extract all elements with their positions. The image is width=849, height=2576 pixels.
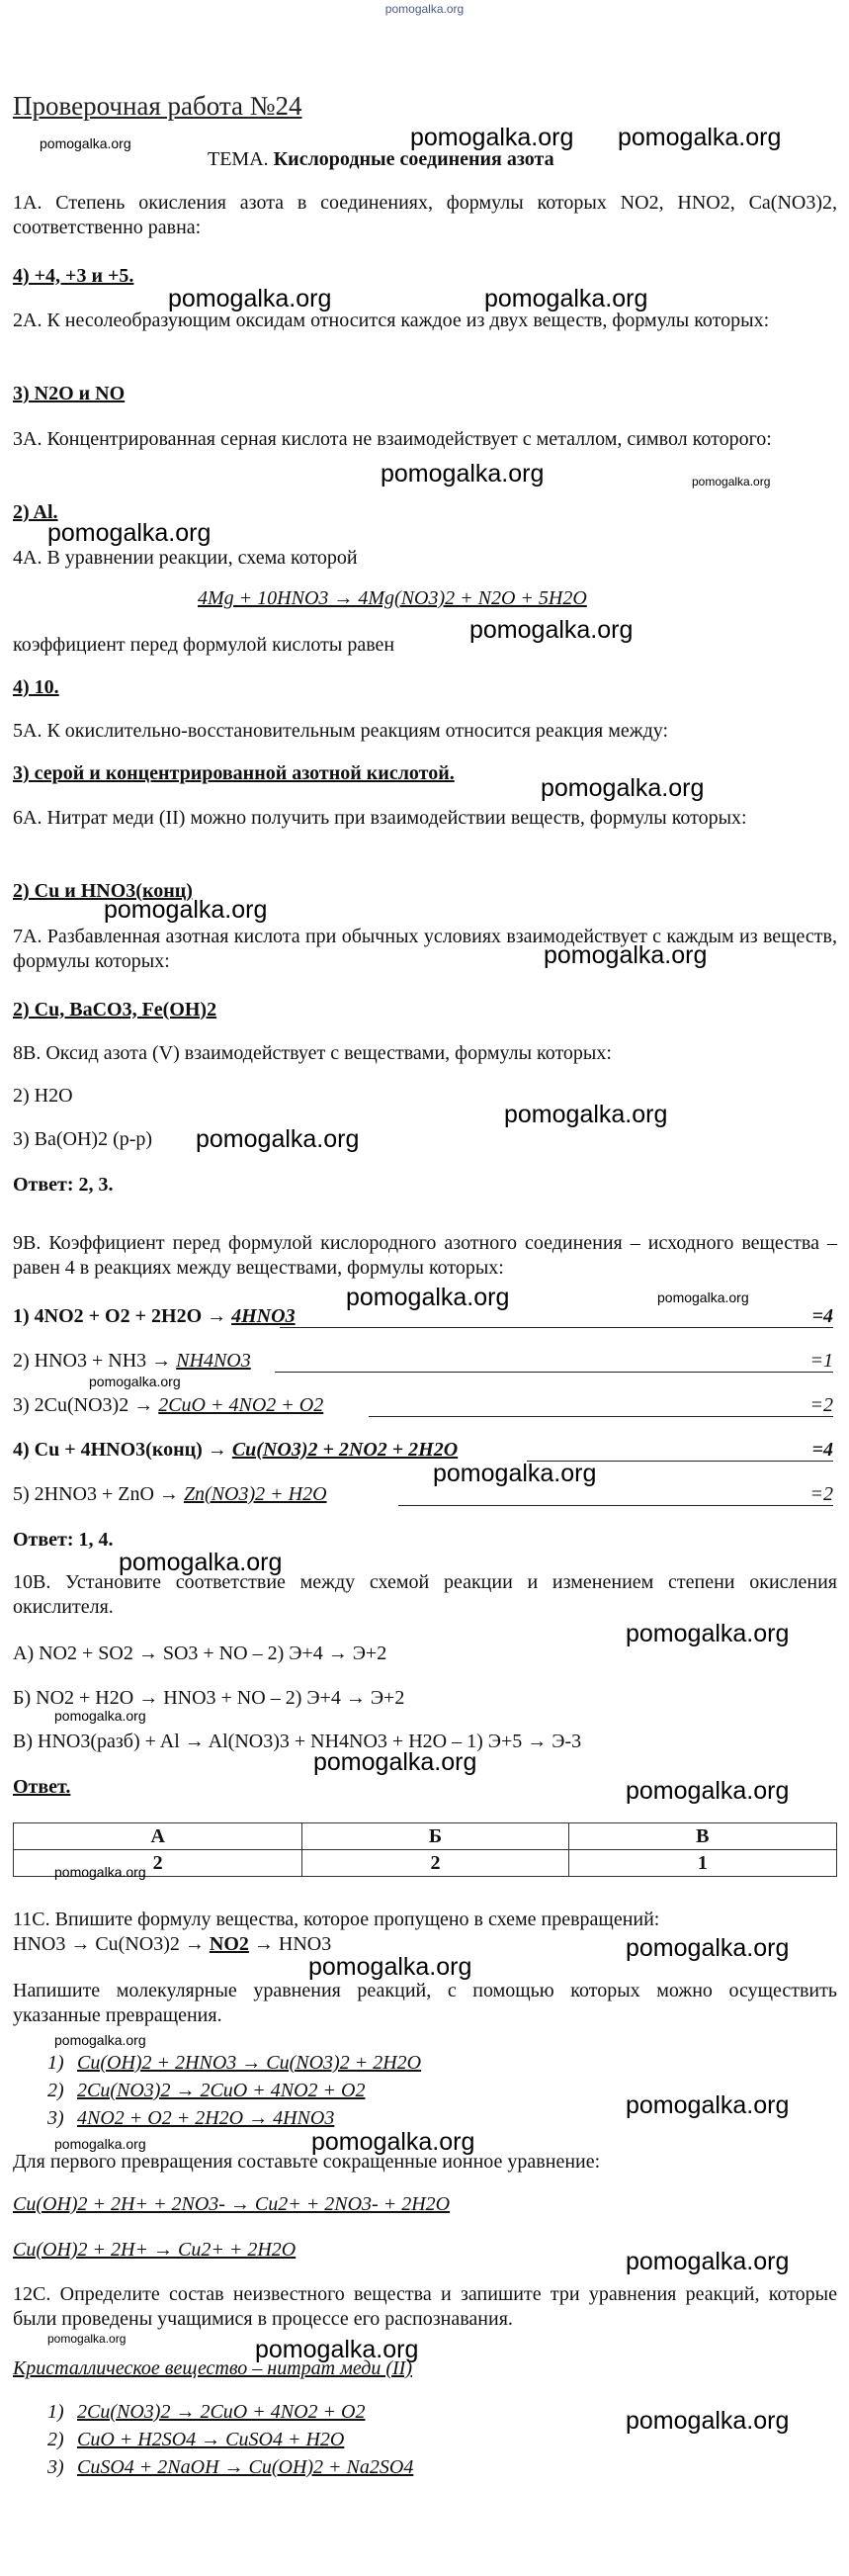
watermark: pomogalka.org — [54, 1864, 146, 1880]
q7-text: 7А. Разбавленная азотная кислота при обычных условиях взаимодействует с каждым из веществ, формулы которых: — [13, 926, 837, 972]
watermark: pomogalka.org — [119, 1549, 283, 1576]
q2-answer: 3) N2O и NO — [13, 383, 126, 404]
q8-option-2: 2) H2O — [13, 1085, 73, 1107]
watermark: pomogalka.org — [308, 1953, 472, 1981]
watermark: pomogalka.org — [541, 774, 705, 802]
q12-text: 12С. Определите состав неизвестного вещества и запишите три уравнения реакций, которые были проведены учащимися в процессе его распознавания. — [13, 2283, 837, 2330]
watermark: pomogalka.org — [313, 1748, 477, 1776]
q11-text: 11С. Впишите формулу вещества, которое пропущено в схеме превращений: — [13, 1909, 660, 1930]
watermark: pomogalka.org — [626, 2407, 790, 2435]
q5-answer: 3) серой и концентрированной азотной кислотой. — [13, 762, 455, 784]
q4-text: 4А. В уравнении реакции, схема которой — [13, 547, 358, 569]
q8-answer: Ответ: 2, 3. — [13, 1174, 114, 1196]
watermark: pomogalka.org — [54, 2136, 146, 2152]
watermark: pomogalka.org — [544, 941, 708, 969]
watermark: pomogalka.org — [410, 124, 574, 151]
q6-answer: 2) Cu и HNO3(конц) — [13, 880, 193, 902]
watermark: pomogalka.org — [504, 1101, 668, 1128]
q1-text: 1А. Степень окисления азота в соединениях, формулы которых NO2, HNO2, Ca(NO3)2, соответственно равна: — [13, 192, 837, 238]
q9-row-2: 2) HNO3 + NH3 → NH4NO3 =1 — [13, 1350, 833, 1372]
q12-substance: Кристаллическое вещество – нитрат меди (II) — [13, 2357, 413, 2379]
watermark: pomogalka.org — [40, 135, 131, 151]
q10-row-a: А) NO2 + SO2 → SO3 + NO – 2) Э+4 → Э+2 — [13, 1643, 387, 1664]
q3-text: 3А. Концентрированная серная кислота не взаимодействует с металлом, символ которого: — [13, 428, 772, 450]
watermark: pomogalka.org — [657, 1289, 749, 1305]
q10-text: 10В. Установите соответствие между схемой реакции и изменением степени окисления окислителя. — [13, 1571, 837, 1618]
q6-text: 6А. Нитрат меди (II) можно получить при взаимодействии веществ, формулы которых: — [13, 807, 747, 829]
q7-answer: 2) Cu, BaCO3, Fe(OH)2 — [13, 999, 217, 1021]
watermark: pomogalka.org — [311, 2128, 475, 2156]
q10-row-c: В) HNO3(разб) + Al → Al(NO3)3 + NH4NO3 + H2O – 1) Э+5 → Э-3 — [13, 1731, 582, 1752]
q12-eq-2: 2) CuO + H2SO4 → CuSO4 + H2O — [47, 2429, 345, 2450]
watermark: pomogalka.org — [626, 2091, 790, 2119]
q9-answer: Ответ: 1, 4. — [13, 1529, 114, 1551]
watermark: pomogalka.org — [47, 519, 212, 547]
q3-answer: 2) Al. — [13, 501, 58, 523]
watermark: pomogalka.org — [381, 460, 545, 488]
q9-row-4: 4) Cu + 4HNO3(конц) → Cu(NO3)2 + 2NO2 + 2H2O =4 — [13, 1439, 833, 1461]
q11-eq-2: 2) 2Cu(NO3)2 → 2CuO + 4NO2 + O2 — [47, 2080, 366, 2101]
watermark: pomogalka.org — [255, 2336, 419, 2363]
q11-text3: Для первого превращения составьте сокращенные ионное уравнение: — [13, 2151, 601, 2173]
q4-answer: 4) 10. — [13, 676, 59, 698]
q8-option-3: 3) Ba(OH)2 (р-р) — [13, 1128, 153, 1150]
q5-text: 5А. К окислительно-восстановительным реакциям относится реакция между: — [13, 720, 669, 742]
q2-text: 2А. К несолеобразующим оксидам относится каждое из двух веществ, формулы которых: — [13, 310, 770, 331]
q9-row-3: 3) 2Cu(NO3)2 → 2CuO + 4NO2 + O2 =2 — [13, 1394, 833, 1416]
table-val-a: 2 — [14, 1850, 302, 1877]
q11-ion-2: Cu(OH)2 + 2H+ → Cu2+ + 2H2O — [13, 2239, 297, 2261]
watermark: pomogalka.org — [692, 475, 771, 489]
q11-text2: Напишите молекулярные уравнения реакций, с помощью которых можно осуществить указанные превращения. — [13, 1980, 837, 2026]
table-val-b: 2 — [302, 1850, 568, 1877]
watermark: pomogalka.org — [54, 1708, 146, 1724]
watermark: pomogalka.org — [469, 616, 634, 644]
page-title: Проверочная работа №24 — [13, 91, 302, 121]
watermark: pomogalka.org — [168, 285, 332, 312]
watermark: pomogalka.org — [47, 2332, 127, 2346]
watermark: pomogalka.org — [618, 124, 782, 151]
table-val-v: 1 — [568, 1850, 836, 1877]
q9-row-1: 1) 4NO2 + O2 + 2H2O → 4HNO3 =4 — [13, 1305, 833, 1327]
q12-eq-3: 3) CuSO4 + 2NaOH → Cu(OH)2 + Na2SO4 — [47, 2456, 414, 2478]
watermark: pomogalka.org — [54, 2032, 146, 2048]
table-head-a: А — [14, 1823, 302, 1850]
watermark: pomogalka.org — [626, 1934, 790, 1962]
watermark: pomogalka.org — [104, 896, 268, 924]
q9-text: 9В. Коэффициент перед формулой кислородного азотного соединения – исходного вещества – равен 4 в реакциях между веществами, формулы которых: — [13, 1232, 837, 1279]
watermark: pomogalka.org — [626, 1777, 790, 1805]
q11-ion-1: Cu(OH)2 + 2H+ + 2NO3- → Cu2+ + 2NO3- + 2H2O — [13, 2193, 451, 2215]
watermark: pomogalka.org — [346, 1284, 510, 1311]
q11-eq-1: 1) Cu(OH)2 + 2HNO3 → Cu(NO3)2 + 2H2O — [47, 2052, 422, 2074]
table-head-b: Б — [302, 1823, 568, 1850]
table-head-v: В — [568, 1823, 836, 1850]
q10-answer-label: Ответ. — [13, 1776, 71, 1798]
q9-row-5: 5) 2HNO3 + ZnO → Zn(NO3)2 + H2O =2 — [13, 1483, 833, 1505]
topic-line: ТЕМА. Кислородные соединения азота — [208, 148, 554, 170]
q4-equation: 4Mg + 10HNO3 → 4Mg(NO3)2 + N2O + 5H2O — [198, 587, 587, 609]
watermark: pomogalka.org — [196, 1125, 360, 1153]
q10-row-b: Б) NO2 + H2O → HNO3 + NO – 2) Э+4 → Э+2 — [13, 1687, 405, 1709]
watermark: pomogalka.org — [89, 1374, 181, 1389]
watermark: pomogalka.org — [433, 1460, 597, 1487]
q11-eq-3: 3) 4NO2 + O2 + 2H2O → 4HNO3 — [47, 2107, 335, 2129]
watermark: pomogalka.org — [626, 1620, 790, 1647]
watermark: pomogalka.org — [626, 2248, 790, 2275]
site-link[interactable]: pomogalka.org — [384, 2, 465, 16]
watermark: pomogalka.org — [484, 285, 648, 312]
q11-chain: HNO3 → Cu(NO3)2 → NO2 → HNO3 — [13, 1933, 332, 1955]
q1-answer: 4) +4, +3 и +5. — [13, 265, 134, 287]
q8-text: 8В. Оксид азота (V) взаимодействует с веществами, формулы которых: — [13, 1042, 612, 1064]
q4-text2: коэффициент перед формулой кислоты равен — [13, 634, 395, 656]
q12-eq-1: 1) 2Cu(NO3)2 → 2CuO + 4NO2 + O2 — [47, 2401, 366, 2423]
